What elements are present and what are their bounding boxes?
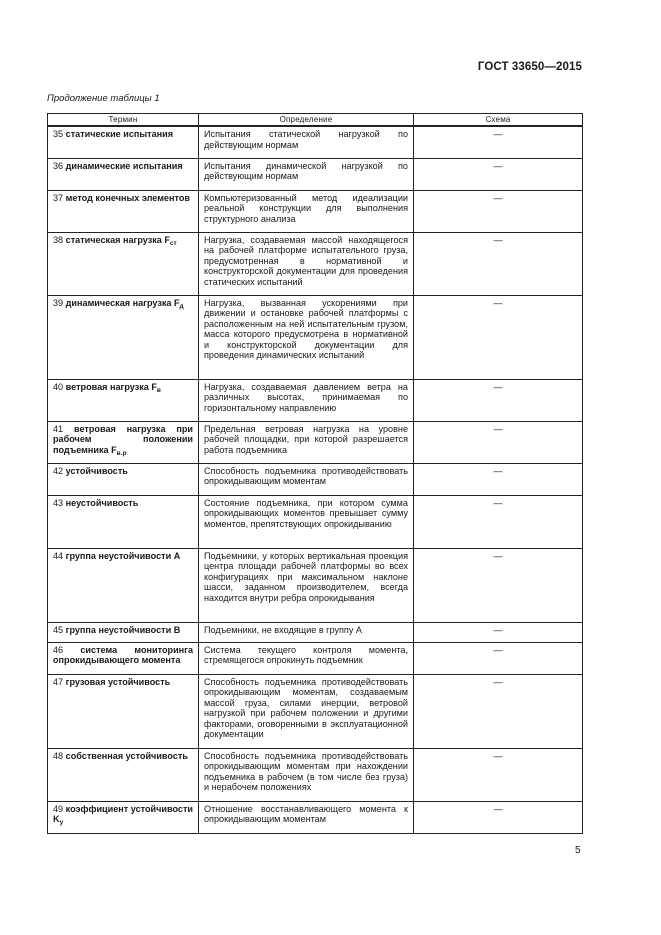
term-name: статические испытания xyxy=(65,129,174,139)
table-row xyxy=(48,379,583,421)
scheme-cell: — xyxy=(414,295,583,379)
scheme-cell: — xyxy=(414,642,583,674)
term-cell xyxy=(48,801,199,833)
definition-cell: Нагрузка, создаваемая давлением ветра на различных высотах, принимаемая по горизонтальному направлению xyxy=(199,379,414,421)
term-cell xyxy=(48,674,199,748)
table-row xyxy=(48,548,583,622)
scheme-cell: — xyxy=(414,232,583,295)
table-row xyxy=(48,190,583,232)
term-subscript: в.р xyxy=(116,449,127,457)
scheme-cell: — xyxy=(414,158,583,190)
term-number: 48 xyxy=(53,750,64,761)
term-number: 46 xyxy=(53,644,64,655)
definition-cell: Состояние подъемника, при котором сумма опрокидывающих моментов превышает сумму моментов, препятствующих опрокидыванию xyxy=(199,495,414,548)
term-cell xyxy=(48,748,199,801)
term-cell xyxy=(48,548,199,622)
term-name: коэффициент устойчивости K xyxy=(53,803,194,825)
term-number: 36 xyxy=(53,160,64,171)
document-code: ГОСТ 33650—2015 xyxy=(477,61,582,73)
term-cell xyxy=(48,642,199,674)
term-number: 35 xyxy=(53,129,64,139)
scheme-cell: — xyxy=(414,801,583,833)
term-cell xyxy=(48,463,199,495)
scheme-cell: — xyxy=(414,674,583,748)
term-number: 41 xyxy=(53,423,64,434)
scheme-cell: — xyxy=(414,495,583,548)
term-name: статическая нагрузка F xyxy=(65,234,170,245)
term-name: неустойчивость xyxy=(65,497,139,508)
definition-cell: Отношение восстанавливающего момента к опрокидывающим моментам xyxy=(199,801,414,833)
term-number: 43 xyxy=(53,497,64,508)
definition-cell: Подъемники, не входящие в группу А xyxy=(199,622,414,642)
definition-cell: Испытания статической нагрузкой по действующим нормам xyxy=(199,126,414,158)
table-row xyxy=(48,421,583,463)
table-row xyxy=(48,295,583,379)
definition-cell: Способность подъемника противодействовать опрокидывающим моментам при нахождении подъемника в рабочем (в том числе без груза) и нерабочем положениях xyxy=(199,748,414,801)
table-row xyxy=(48,642,583,674)
term-cell xyxy=(48,232,199,295)
term-number: 40 xyxy=(53,381,64,392)
term-cell xyxy=(48,495,199,548)
terms-table xyxy=(47,113,583,834)
term-number: 45 xyxy=(53,624,64,635)
term-name: ветровая нагрузка при рабочем положении подъемника F xyxy=(53,423,194,455)
scheme-cell: — xyxy=(414,622,583,642)
term-cell xyxy=(48,421,199,463)
column-header-term: Термин xyxy=(48,114,199,127)
table-row xyxy=(48,495,583,548)
term-cell xyxy=(48,622,199,642)
definition-cell: Способность подъемника противодействовать опрокидывающим моментам xyxy=(199,463,414,495)
term-name: метод конечных элементов xyxy=(65,192,190,203)
definition-cell: Подъемники, у которых вертикальная проекция центра площади рабочей платформы во всех конфигурациях при максимальном наклоне шасси, заданном производителем, всегда находится внутри ребра опрокидывания xyxy=(199,548,414,622)
term-number: 38 xyxy=(53,234,64,245)
table-caption: Продолжение таблицы 1 xyxy=(47,93,160,104)
definition-cell: Компьютеризованный метод идеализации реальной конструкции для выполнения структурного анализа xyxy=(199,190,414,232)
definition-cell: Нагрузка, создаваемая массой находящегося на рабочей платформе испытательного груза, предусмотренная в нормативной и конструкторской документации для проведения статических испытаний xyxy=(199,232,414,295)
table-header xyxy=(48,114,583,127)
term-cell xyxy=(48,190,199,232)
term-cell xyxy=(48,379,199,421)
table-row xyxy=(48,748,583,801)
term-subscript: д xyxy=(179,302,184,310)
table-row xyxy=(48,463,583,495)
term-name: динамические испытания xyxy=(65,160,183,171)
scheme-cell: — xyxy=(414,190,583,232)
term-number: 37 xyxy=(53,192,64,203)
term-name: группа неустойчивости А xyxy=(65,550,181,561)
column-header-definition: Определение xyxy=(199,114,414,127)
term-name: устойчивость xyxy=(65,465,128,476)
scheme-cell: — xyxy=(414,379,583,421)
scheme-cell: — xyxy=(414,748,583,801)
term-number: 49 xyxy=(53,803,64,814)
term-number: 47 xyxy=(53,676,64,687)
definition-cell: Испытания динамической нагрузкой по действующим нормам xyxy=(199,158,414,190)
term-number: 44 xyxy=(53,550,64,561)
definition-cell: Система текущего контроля момента, стремящегося опрокинуть подъемник xyxy=(199,642,414,674)
table-row xyxy=(48,674,583,748)
page-number: 5 xyxy=(575,845,581,856)
term-name: динамическая нагрузка F xyxy=(65,297,180,308)
term-number: 39 xyxy=(53,297,64,308)
term-name: ветровая нагрузка F xyxy=(65,381,157,392)
term-subscript: в xyxy=(156,386,161,394)
term-name: собственная устойчивость xyxy=(65,750,188,761)
scheme-cell: — xyxy=(414,463,583,495)
scheme-cell: — xyxy=(414,421,583,463)
table-body xyxy=(48,126,583,833)
table-row xyxy=(48,126,583,158)
table-row xyxy=(48,232,583,295)
column-header-scheme: Схема xyxy=(414,114,583,127)
table-row xyxy=(48,158,583,190)
scheme-cell: — xyxy=(414,548,583,622)
term-subscript: у xyxy=(59,819,64,827)
term-cell xyxy=(48,126,199,158)
scheme-cell: — xyxy=(414,126,583,158)
definition-cell: Способность подъемника противодействовать опрокидывающим моментам, создаваемым массой груза, силами инерции, ветровой нагрузкой при рабочем положении и другими факторами, оговоренными в эксплуатационной документации xyxy=(199,674,414,748)
definition-cell: Нагрузка, вызванная ускорениями при движении и остановке рабочей платформы с расположенным на ней испытательным грузом, масса которого предусмотрена в нормативной и конструкторской документации для проведения динамических испытаний xyxy=(199,295,414,379)
term-cell xyxy=(48,158,199,190)
table-row xyxy=(48,801,583,833)
term-name: группа неустойчивости В xyxy=(65,624,181,635)
definition-cell: Предельная ветровая нагрузка на уровне рабочей площадки, при которой разрешается работа подъемника xyxy=(199,421,414,463)
term-number: 42 xyxy=(53,465,64,476)
term-cell xyxy=(48,295,199,379)
term-name: система мониторинга опрокидывающего момента xyxy=(53,644,193,666)
term-name: грузовая устойчивость xyxy=(65,676,171,687)
term-subscript: ст xyxy=(169,239,177,247)
table-row xyxy=(48,622,583,642)
